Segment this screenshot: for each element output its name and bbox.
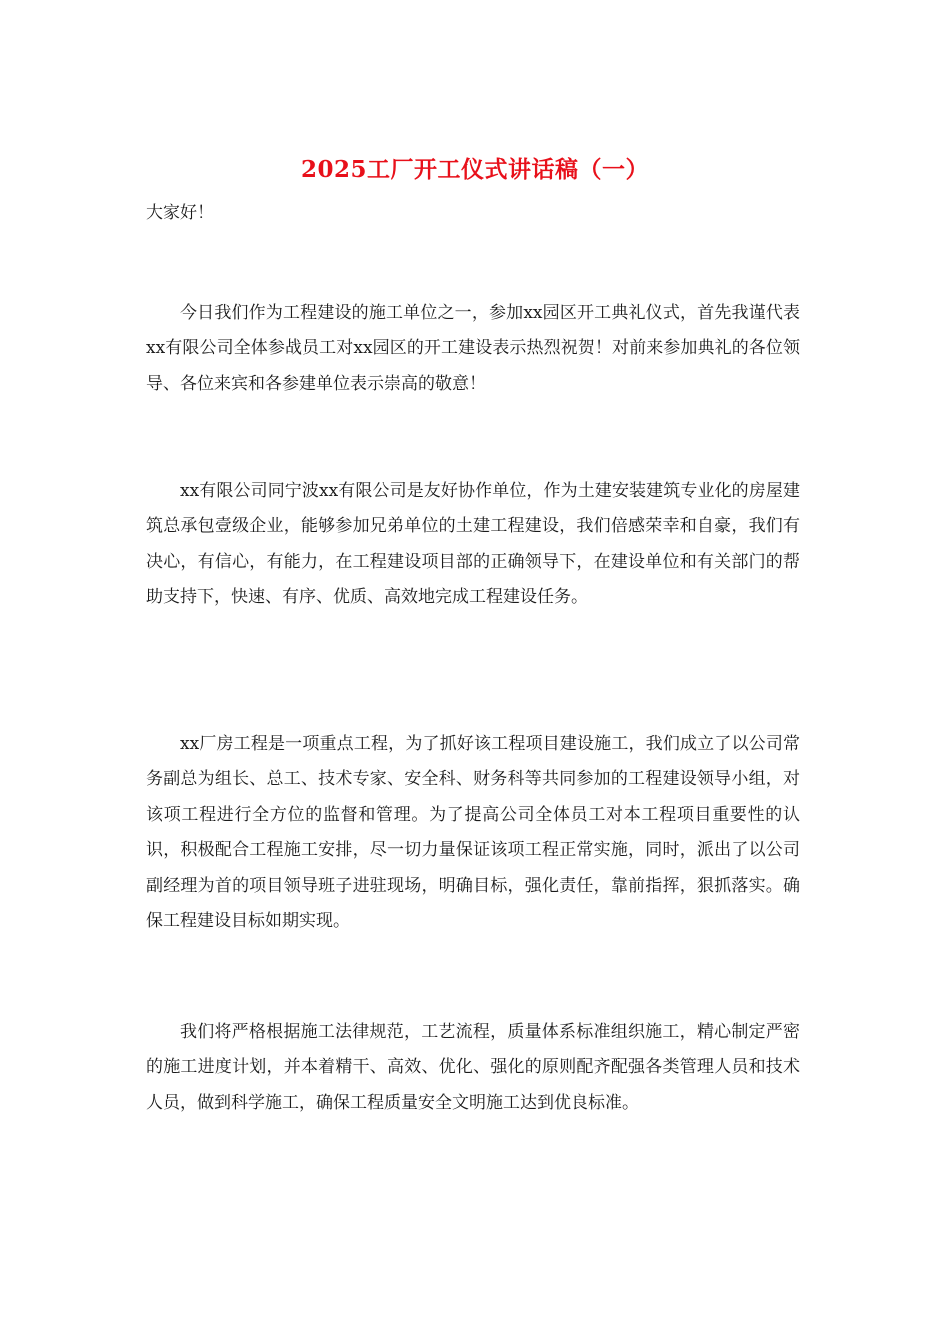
paragraph-3: xx厂房工程是一项重点工程，为了抓好该工程项目建设施工，我们成立了以公司常务副总为组长、总工、技术专家、安全科、财务科等共同参加的工程建设领导小组，对该项工程进行全方位的监督和管理。为了提高公司全体员工对本工程项目重要性的认识，积极配合工程施工安排，尽一切力量保证该项工程正常实施，同时，派出了以公司副经理为首的项目领导班子进驻现场，明确目标，强化责任，靠前指挥，狠抓落实。确保工程建设目标如期实现。 (146, 734, 800, 932)
paragraph-1: 今日我们作为工程建设的施工单位之一，参加xx园区开工典礼仪式，首先我谨代表xx有限公司全体参战员工对xx园区的开工建设表示热烈祝贺！对前来参加典礼的各位领导、各位来宾和各参建单位表示崇高的敬意！ (146, 303, 800, 394)
greeting: 大家好！ (146, 203, 214, 223)
paragraph-2: xx有限公司同宁波xx有限公司是友好协作单位，作为土建安装建筑专业化的房屋建筑总承包壹级企业，能够参加兄弟单位的土建工程建设，我们倍感荣幸和自豪，我们有决心，有信心，有能力，在工程建设项目部的正确领导下，在建设单位和有关部门的帮助支持下，快速、有序、优质、高效地完成工程建设任务。 (146, 481, 800, 608)
paragraph-4: 我们将严格根据施工法律规范，工艺流程，质量体系标准组织施工，精心制定严密的施工进度计划，并本着精干、高效、优化、强化的原则配齐配强各类管理人员和技术人员，做到科学施工，确保工程质量安全文明施工达到优良标准。 (146, 1022, 800, 1113)
document-title: 2025工厂开工仪式讲话稿（一） (300, 156, 649, 183)
